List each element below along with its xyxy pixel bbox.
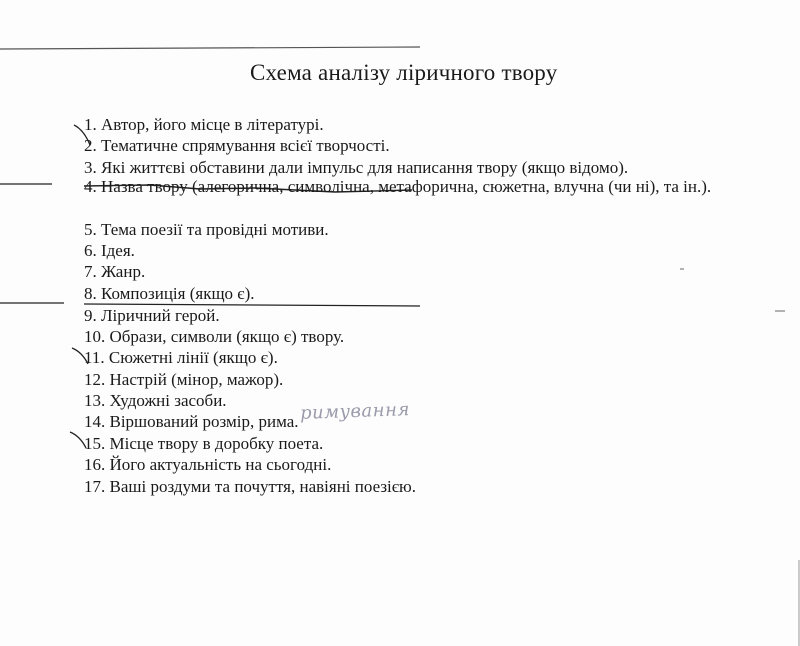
item-number: 13. (84, 391, 106, 410)
page-title: Схема аналізу ліричного твору (250, 60, 558, 85)
list-item-11 (84, 348, 278, 368)
item-text: Ліричний герой. (101, 306, 220, 325)
list-item-10 (84, 327, 344, 347)
item-number: 11. (84, 348, 105, 367)
item-text: Автор, його місце в літературі. (101, 115, 324, 134)
item-number: 10. (84, 327, 106, 346)
list-item-4 (84, 177, 744, 196)
item-number: 8. (84, 284, 97, 303)
item-text: Його актуальність на сьогодні. (109, 455, 332, 474)
list-item-7 (84, 262, 145, 282)
item-text: Ідея. (101, 241, 135, 260)
item-text: Художні засоби. (109, 391, 227, 410)
item-number: 7. (84, 262, 97, 281)
list-item-13 (84, 391, 227, 411)
item-text: Ваші роздуми та почуття, навіяні поезією. (109, 477, 417, 496)
item-number: 4. (84, 177, 97, 196)
list-item-2 (84, 136, 390, 156)
list-item-8 (84, 284, 255, 304)
item-number: 16. (84, 455, 106, 474)
item-number: 14. (84, 412, 106, 431)
item-text: Віршований розмір, рима. (109, 412, 299, 431)
list-item-5 (84, 220, 329, 240)
list-item-17 (84, 477, 416, 497)
handwritten-note: римування (299, 399, 411, 424)
item-number: 3. (84, 158, 97, 177)
list-item-15 (84, 434, 323, 454)
item-text: Які життєві обставини дали імпульс для написання твору (якщо відомо). (101, 158, 629, 177)
list-item-12 (84, 370, 283, 390)
item-number: 9. (84, 306, 97, 325)
item-text: Місце твору в доробку поета. (109, 434, 324, 453)
item-text: Тематичне спрямування всієї творчості. (101, 136, 390, 155)
item-text: Жанр. (101, 262, 146, 281)
list-item-3 (84, 158, 628, 178)
top-scan-line (0, 47, 420, 49)
item-number: 5. (84, 220, 97, 239)
item-number: 1. (84, 115, 97, 134)
item-number: 17. (84, 477, 106, 496)
item-text: Тема поезії та провідні мотиви. (101, 220, 329, 239)
item-text: Композиція (якщо є). (101, 284, 255, 303)
item-text: Образи, символи (якщо є) твору. (109, 327, 345, 346)
list-item-14 (84, 412, 299, 432)
item-text: Назва твору (алегорична, символічна, метафорична, сюжетна, влучна (чи ні), та ін.). (101, 177, 712, 196)
item-number: 2. (84, 136, 97, 155)
item-text: Сюжетні лінії (якщо є). (108, 348, 278, 367)
list-item-9 (84, 306, 220, 326)
item-number: 15. (84, 434, 106, 453)
list-item-16 (84, 455, 331, 475)
item-number: 6. (84, 241, 97, 260)
item-number: 12. (84, 370, 106, 389)
list-item-1 (84, 115, 324, 135)
list-item-6 (84, 241, 135, 261)
item-text: Настрій (мінор, мажор). (109, 370, 284, 389)
